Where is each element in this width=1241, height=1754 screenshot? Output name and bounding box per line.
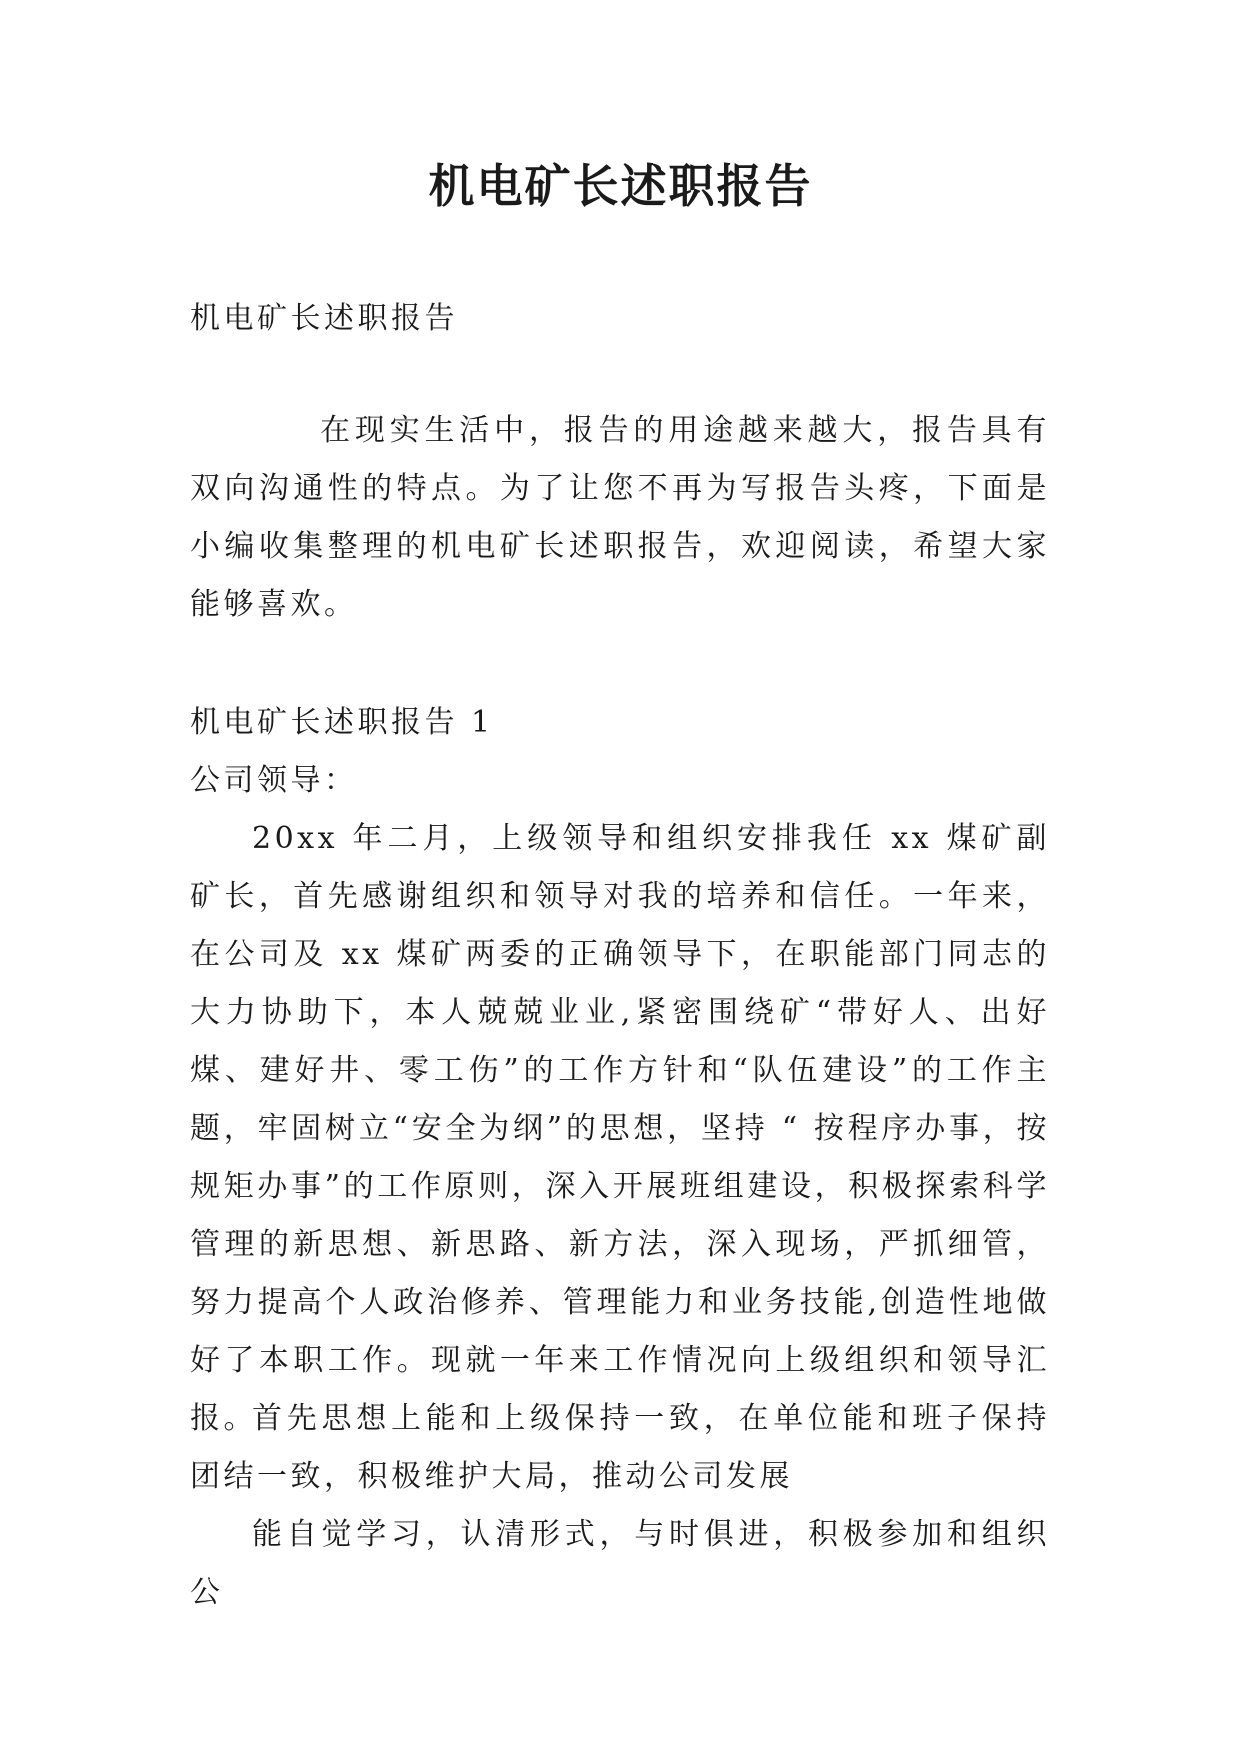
body-paragraph-2: 首先思想上能和上级保持一致，在单位能和班子保持团结一致，积极维护大局，推动公司发展 xyxy=(190,1401,1050,1494)
intro-paragraph: 在现实生活中，报告的用途越来越大，报告具有双向沟通性的特点。为了让您不再为写报告头疼，下面是小编收集整理的机电矿长述职报告，欢迎阅读，希望大家能够喜欢。 xyxy=(190,413,1050,622)
section-heading: 机电矿长述职报告 1 xyxy=(190,705,494,740)
document-title: 机电矿长述职报告 xyxy=(428,159,813,213)
body-paragraph-3: 能自觉学习，认清形式，与时俱进，积极参加和组织公 xyxy=(190,1517,1050,1610)
document-subtitle: 机电矿长述职报告 xyxy=(190,301,458,336)
salutation: 公司领导： xyxy=(190,763,358,798)
body-paragraph-1: 20xx 年二月，上级领导和组织安排我任 xx 煤矿副矿长，首先感谢组织和领导对我的培养和信任。一年来，在公司及 xx 煤矿两委的正确领导下，在职能部门同志的大力协助下，本人兢兢业业,紧密围绕矿“带好人、出好煤、建好井、零工伤”的工作方针和“队伍建设”的工作主题，牢固树立“安全为纲”的思想，坚持 “ 按程序办事，按规矩办事”的工作原则，深入开展班组建设，积极探索科学管理的新思想、新思路、新方法，深入现场，严抓细管，努力提高个人政治修养、管理能力和业务技能,创造性地做好了本职工作。现就一年来工作情况向上级组织和领导汇报。 xyxy=(190,821,1050,1436)
